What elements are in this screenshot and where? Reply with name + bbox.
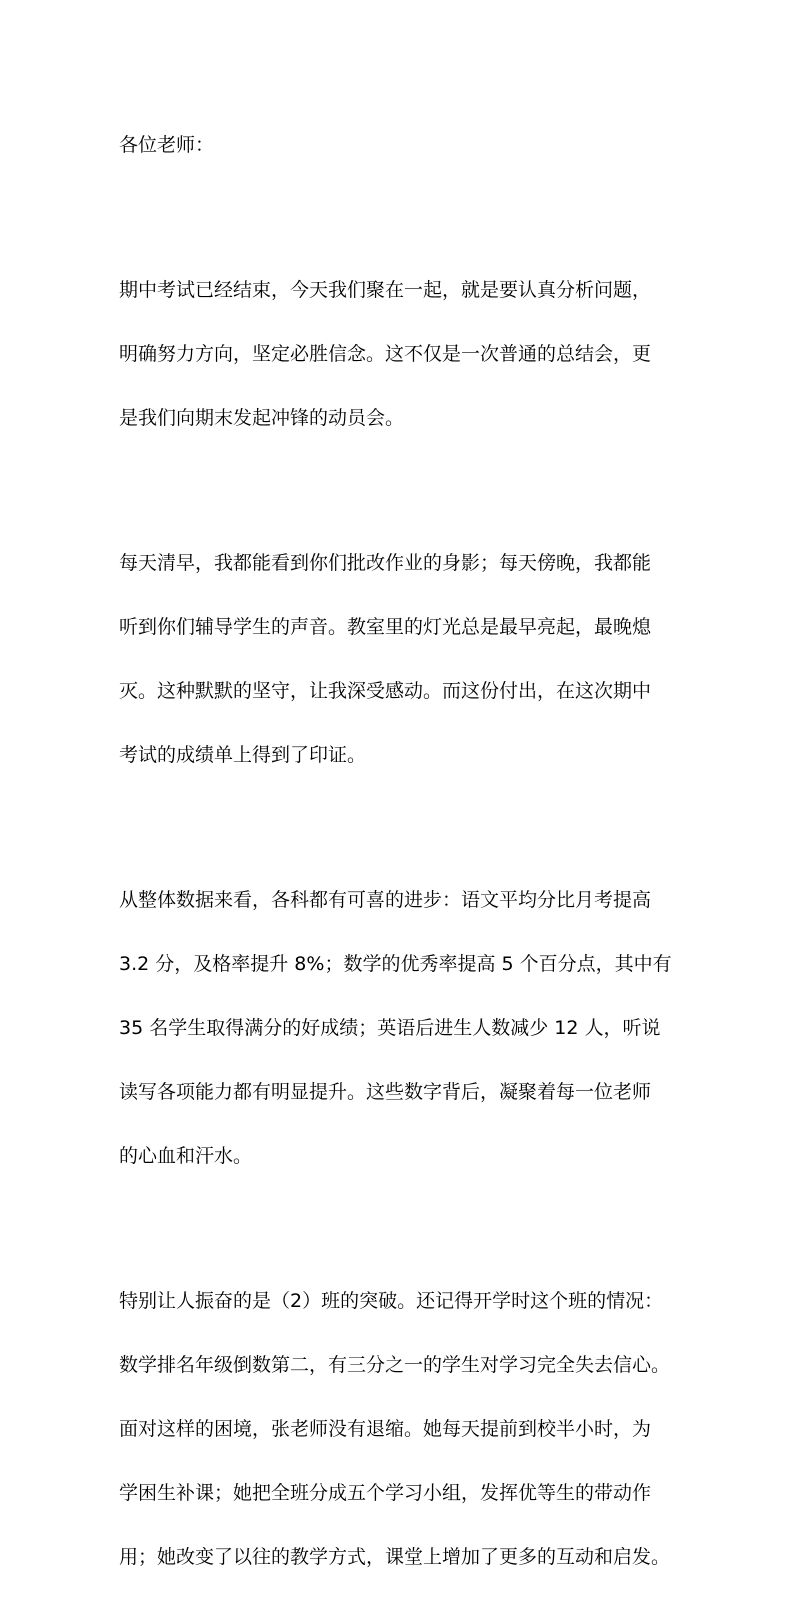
paragraph-score-data xyxy=(119,858,679,1198)
text-line: 期中考试已经结束，今天我们聚在一起，就是要认真分析问题， xyxy=(119,279,652,301)
text-line: 听到你们辅导学生的声音。教室里的灯光总是最早亮起，最晚熄 xyxy=(119,616,652,638)
text-line: 考试的成绩单上得到了印证。 xyxy=(119,744,367,766)
paragraph-teacher-dedication xyxy=(119,521,679,797)
text-line: 从整体数据来看，各科都有可喜的进步：语文平均分比月考提高 xyxy=(119,889,652,911)
text-line: 3.2 分，及格率提升 8%；数学的优秀率提高 5 个百分点，其中有 xyxy=(119,953,672,975)
text-line: 用；她改变了以往的教学方式，课堂上增加了更多的互动和启发。 xyxy=(119,1546,671,1568)
paragraph-class-breakthrough xyxy=(119,1259,679,1599)
text-line: 35 名学生取得满分的好成绩；英语后进生人数减少 12 人，听说 xyxy=(119,1017,661,1039)
text-line: 面对这样的困境，张老师没有退缩。她每天提前到校半小时，为 xyxy=(119,1418,652,1440)
text-line: 学困生补课；她把全班分成五个学习小组，发挥优等生的带动作 xyxy=(119,1482,652,1504)
text-line: 读写各项能力都有明显提升。这些数字背后，凝聚着每一位老师 xyxy=(119,1081,652,1103)
text-line: 的心血和汗水。 xyxy=(119,1145,253,1167)
document-body xyxy=(119,103,679,1599)
text-line: 明确努力方向，坚定必胜信念。这不仅是一次普通的总结会，更 xyxy=(119,343,652,365)
text-line: 特别让人振奋的是（2）班的突破。还记得开学时这个班的情况： xyxy=(119,1290,664,1312)
text-line: 每天清早，我都能看到你们批改作业的身影；每天傍晚，我都能 xyxy=(119,552,652,574)
text-line: 灭。这种默默的坚守，让我深受感动。而这份付出，在这次期中 xyxy=(119,680,652,702)
salutation xyxy=(119,103,679,187)
salutation-line: 各位老师： xyxy=(119,134,215,156)
paragraph-exam-summary xyxy=(119,248,679,460)
text-line: 数学排名年级倒数第二，有三分之一的学生对学习完全失去信心。 xyxy=(119,1354,671,1376)
text-line: 是我们向期末发起冲锋的动员会。 xyxy=(119,407,405,429)
